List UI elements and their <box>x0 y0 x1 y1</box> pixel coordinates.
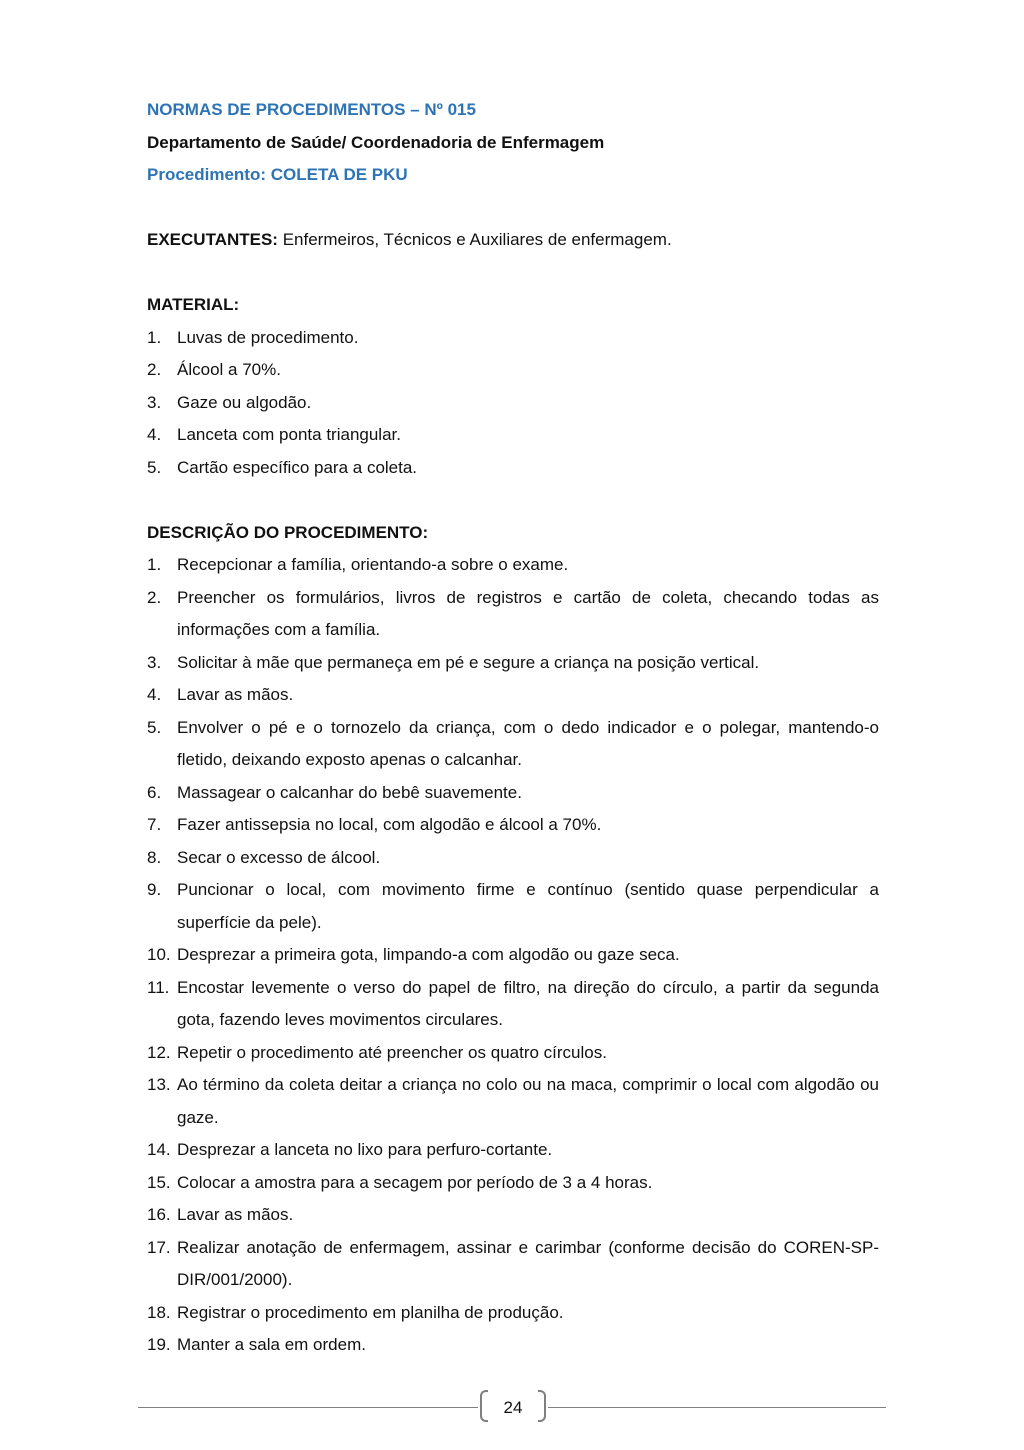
executantes-label: EXECUTANTES: <box>147 230 278 249</box>
list-item: 9. Puncionar o local, com movimento firme e contínuo (sentido quase perpendicular a superfície da pele). <box>147 880 879 932</box>
footer-rule-right <box>548 1407 886 1408</box>
list-item: 1. Recepcionar a família, orientando-a sobre o exame. <box>147 555 569 574</box>
material-list <box>147 322 879 485</box>
list-item: 12. Repetir o procedimento até preencher os quatro círculos. <box>147 1042 607 1062</box>
list-item: 5. Cartão específico para a coleta. <box>147 457 418 477</box>
document-title: NORMAS DE PROCEDIMENTOS – Nº 015 <box>147 100 476 119</box>
list-item: 1. Luvas de procedimento. <box>147 327 359 347</box>
list-item: 2. Álcool a 70%. <box>147 360 281 379</box>
page-number: 24 <box>503 1398 523 1417</box>
descricao-heading: DESCRIÇÃO DO PROCEDIMENTO: <box>147 522 429 542</box>
page-footer <box>138 1388 886 1428</box>
list-item: 13. Ao término da coleta deitar a criança no colo ou na maca, comprimir o local com algodão ou gaze. <box>147 1075 879 1127</box>
list-item: 14. Desprezar a lanceta no lixo para perfuro-cortante. <box>147 1140 553 1159</box>
list-item: 10. Desprezar a primeira gota, limpando-a com algodão ou gaze seca. <box>147 945 680 964</box>
list-item: 8. Secar o excesso de álcool. <box>147 847 381 867</box>
list-item: 15. Colocar a amostra para a secagem por período de 3 a 4 horas. <box>147 1172 653 1192</box>
list-item: 7. Fazer antissepsia no local, com algodão e álcool a 70%. <box>147 815 602 834</box>
footer-rule-left <box>138 1407 478 1408</box>
list-item: 5. Envolver o pé e o tornozelo da criança, com o dedo indicador e o polegar, mantendo-o fletido, deixando exposto apenas o calcanhar. <box>147 717 879 769</box>
list-item: 4. Lavar as mãos. <box>147 685 294 704</box>
procedure-steps-list <box>147 549 879 1362</box>
material-heading: MATERIAL: <box>147 295 240 314</box>
list-item: 11. Encostar levemente o verso do papel de filtro, na direção do círculo, a partir da segunda gota, fazendo leves movimentos circulares. <box>147 977 879 1029</box>
document-page <box>147 94 879 1362</box>
procedure-line: Procedimento: COLETA DE PKU <box>147 165 408 184</box>
department-line: Departamento de Saúde/ Coordenadoria de Enfermagem <box>147 132 605 152</box>
list-item: 3. Gaze ou algodão. <box>147 392 312 412</box>
list-item: 4. Lanceta com ponta triangular. <box>147 425 401 444</box>
list-item: 3. Solicitar à mãe que permaneça em pé e segure a criança na posição vertical. <box>147 652 760 672</box>
list-item: 18. Registrar o procedimento em planilha de produção. <box>147 1302 564 1322</box>
list-item: 17. Realizar anotação de enfermagem, assinar e carimbar (conforme decisão do COREN-SP-DIR/001/2000). <box>147 1237 879 1289</box>
list-item: 16. Lavar as mãos. <box>147 1205 294 1224</box>
list-item: 6. Massagear o calcanhar do bebê suavemente. <box>147 782 522 802</box>
left-bracket-icon <box>480 1390 488 1422</box>
executantes-line <box>147 224 879 257</box>
executantes-text: Enfermeiros, Técnicos e Auxiliares de enfermagem. <box>277 230 672 249</box>
list-item: 2. Preencher os formulários, livros de registros e cartão de coleta, checando todas as informações com a família. <box>147 587 879 639</box>
list-item: 19. Manter a sala em ordem. <box>147 1335 366 1354</box>
right-bracket-icon <box>538 1390 546 1422</box>
